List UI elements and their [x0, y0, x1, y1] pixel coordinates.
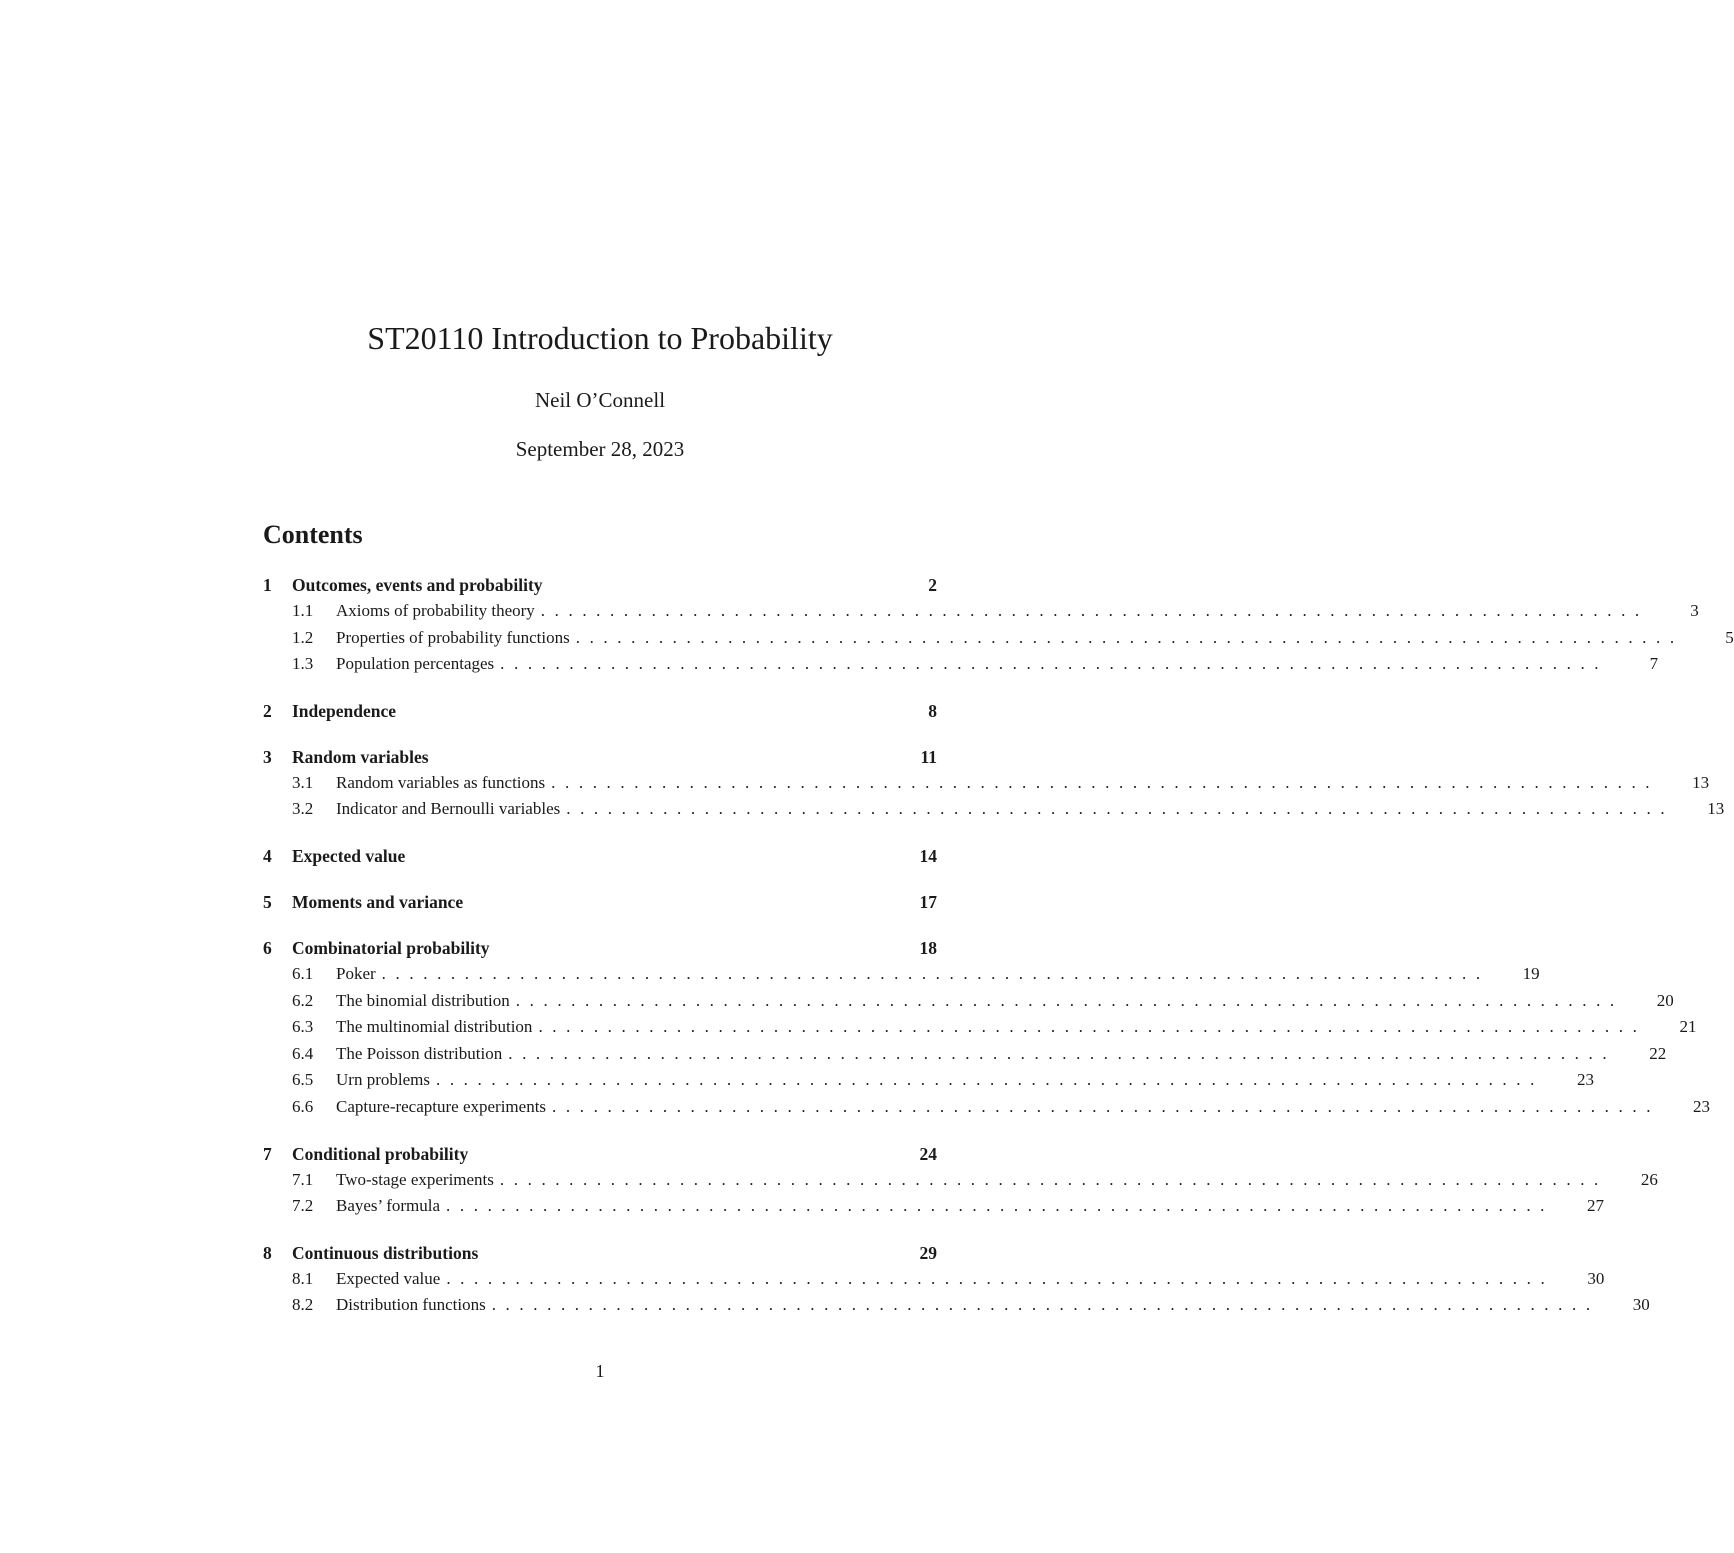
toc-section-number: 1.1	[292, 601, 314, 620]
toc-section[interactable]	[263, 796, 1725, 823]
toc-chapter[interactable]	[263, 698, 937, 724]
toc-section-page: 13	[1692, 772, 1710, 792]
toc-leader-dots: ................................................................................	[491, 1295, 1600, 1315]
toc-leader-dots: ................................................................................	[381, 963, 1490, 983]
toc-leader-dots: ................................................................................	[515, 990, 1624, 1010]
toc-chapter[interactable]	[263, 1240, 937, 1266]
toc-leader-dots: ................................................................................	[538, 1017, 1647, 1037]
toc-chapter[interactable]	[263, 935, 937, 961]
toc-leader-dots: ................................................................................	[435, 1070, 1544, 1090]
toc-section-number: 8.2	[292, 1295, 314, 1315]
page-number: 1	[595, 1361, 605, 1381]
toc-section-number: 3.2	[292, 799, 314, 819]
toc-leader-dots: ................................................................................	[508, 1043, 1617, 1063]
toc-chapter-number: 8	[263, 1242, 272, 1263]
toc-section-page: 19	[1522, 963, 1540, 983]
toc-section-title: Poker	[336, 963, 376, 983]
toc-chapter-page: 17	[919, 891, 937, 912]
toc-leader-dots: ................................................................................	[552, 1096, 1661, 1116]
toc-section-page: 27	[1587, 1196, 1605, 1216]
toc-section-title: The binomial distribution	[336, 990, 510, 1010]
toc-section-number: 7.2	[292, 1196, 314, 1216]
toc-section[interactable]	[263, 1167, 1658, 1194]
toc-chapter[interactable]	[263, 843, 937, 869]
toc-section-title: The multinomial distribution	[336, 1017, 533, 1037]
toc-leader-dots: ................................................................................	[551, 772, 1660, 792]
toc-chapter-number: 2	[263, 700, 272, 721]
toc-section-title: Expected value	[336, 1268, 441, 1288]
toc-section-number: 3.1	[292, 772, 314, 792]
document-title: ST20110 Introduction to Probability	[367, 320, 833, 356]
toc-section-title: Urn problems	[336, 1070, 430, 1090]
toc-section[interactable]	[263, 988, 1674, 1015]
toc-section[interactable]	[263, 1067, 1594, 1094]
toc-chapter-number: 3	[263, 746, 272, 767]
toc-section-page: 30	[1587, 1268, 1605, 1288]
toc-leader-dots: ................................................................................	[446, 1196, 1555, 1216]
toc-section[interactable]	[263, 1193, 1605, 1220]
toc-chapter-page: 11	[920, 746, 937, 767]
toc-chapter-number: 4	[263, 845, 272, 866]
toc-chapter-number: 7	[263, 1143, 272, 1164]
toc-chapter-title: Moments and variance	[292, 891, 464, 912]
toc-section-title: Properties of probability functions	[336, 627, 570, 647]
toc-leader-dots: ................................................................................	[575, 627, 1684, 647]
toc-leader-dots: ................................................................................	[446, 1268, 1555, 1288]
toc-chapter-page: 2	[928, 575, 937, 595]
toc-leader-dots: ................................................................................	[499, 1169, 1608, 1189]
toc-chapter[interactable]	[263, 572, 937, 598]
toc-section-number: 1.2	[292, 627, 314, 647]
toc-section-page: 5	[1725, 627, 1734, 647]
table-of-contents	[263, 572, 1734, 1319]
toc-leader-dots: ................................................................................	[500, 654, 1609, 674]
toc-section-title: The Poisson distribution	[336, 1043, 503, 1063]
toc-chapter-title: Continuous distributions	[292, 1242, 479, 1263]
toc-section-page: 20	[1656, 990, 1674, 1010]
toc-section[interactable]	[263, 961, 1540, 988]
toc-chapter[interactable]	[263, 1141, 937, 1167]
toc-section-page: 3	[1690, 601, 1699, 620]
toc-chapter-title: Conditional probability	[292, 1143, 469, 1164]
toc-chapter-title: Expected value	[292, 845, 406, 866]
toc-leader-dots: ................................................................................	[566, 799, 1675, 819]
toc-chapter[interactable]	[263, 889, 937, 915]
toc-chapter-title: Outcomes, events and probability	[292, 575, 543, 595]
toc-section[interactable]	[263, 770, 1710, 797]
toc-chapter-number: 1	[263, 575, 272, 595]
toc-chapter-title: Random variables	[292, 746, 429, 767]
toc-section-page: 21	[1679, 1017, 1697, 1037]
toc-chapter-page: 18	[919, 937, 937, 958]
toc-section-number: 6.3	[292, 1017, 314, 1037]
toc-section-page: 22	[1649, 1043, 1667, 1063]
toc-section[interactable]	[263, 598, 1699, 625]
document-author: Neil O’Connell	[534, 388, 666, 412]
toc-chapter-number: 6	[263, 937, 272, 958]
toc-section[interactable]	[263, 1094, 1711, 1121]
toc-section-page: 30	[1632, 1295, 1650, 1315]
toc-section[interactable]	[263, 651, 1659, 678]
toc-section[interactable]	[263, 1041, 1667, 1068]
toc-section-number: 1.3	[292, 654, 314, 674]
toc-section-number: 8.1	[292, 1268, 314, 1288]
toc-chapter-page: 8	[928, 700, 937, 721]
toc-section-number: 7.1	[292, 1169, 314, 1189]
toc-section-number: 6.6	[292, 1096, 314, 1116]
toc-chapter-title: Independence	[292, 700, 397, 721]
toc-section-number: 6.2	[292, 990, 314, 1010]
toc-section-title: Capture-recapture experiments	[336, 1096, 547, 1116]
toc-section-number: 6.4	[292, 1043, 314, 1063]
toc-section-title: Indicator and Bernoulli variables	[336, 799, 561, 819]
toc-chapter-number: 5	[263, 891, 272, 912]
toc-section[interactable]	[263, 625, 1734, 652]
toc-section-page: 13	[1707, 799, 1725, 819]
toc-section[interactable]	[263, 1014, 1697, 1041]
toc-section[interactable]	[263, 1266, 1605, 1293]
toc-section-title: Population percentages	[336, 654, 495, 674]
toc-section-number: 6.5	[292, 1070, 314, 1090]
toc-section-number: 6.1	[292, 963, 314, 983]
toc-section[interactable]	[263, 1292, 1650, 1319]
toc-section-page: 7	[1649, 654, 1659, 674]
document-date: September 28, 2023	[515, 437, 685, 461]
toc-chapter-page: 14	[919, 845, 937, 866]
toc-chapter-title: Combinatorial probability	[292, 937, 490, 958]
toc-section-title: Two-stage experiments	[336, 1169, 494, 1189]
toc-section-page: 23	[1576, 1070, 1594, 1090]
toc-section-title: Bayes’ formula	[336, 1196, 441, 1216]
toc-section-title: Axioms of probability theory	[336, 601, 535, 620]
contents-heading: Contents	[263, 520, 363, 549]
toc-chapter-page: 24	[919, 1143, 937, 1164]
toc-section-title: Distribution functions	[336, 1295, 486, 1315]
toc-leader-dots: ................................................................................	[540, 601, 1649, 620]
toc-section-page: 26	[1640, 1169, 1658, 1189]
toc-section-page: 23	[1693, 1096, 1711, 1116]
toc-chapter-page: 29	[919, 1242, 937, 1263]
toc-chapter[interactable]	[263, 744, 937, 770]
toc-section-title: Random variables as functions	[336, 772, 546, 792]
